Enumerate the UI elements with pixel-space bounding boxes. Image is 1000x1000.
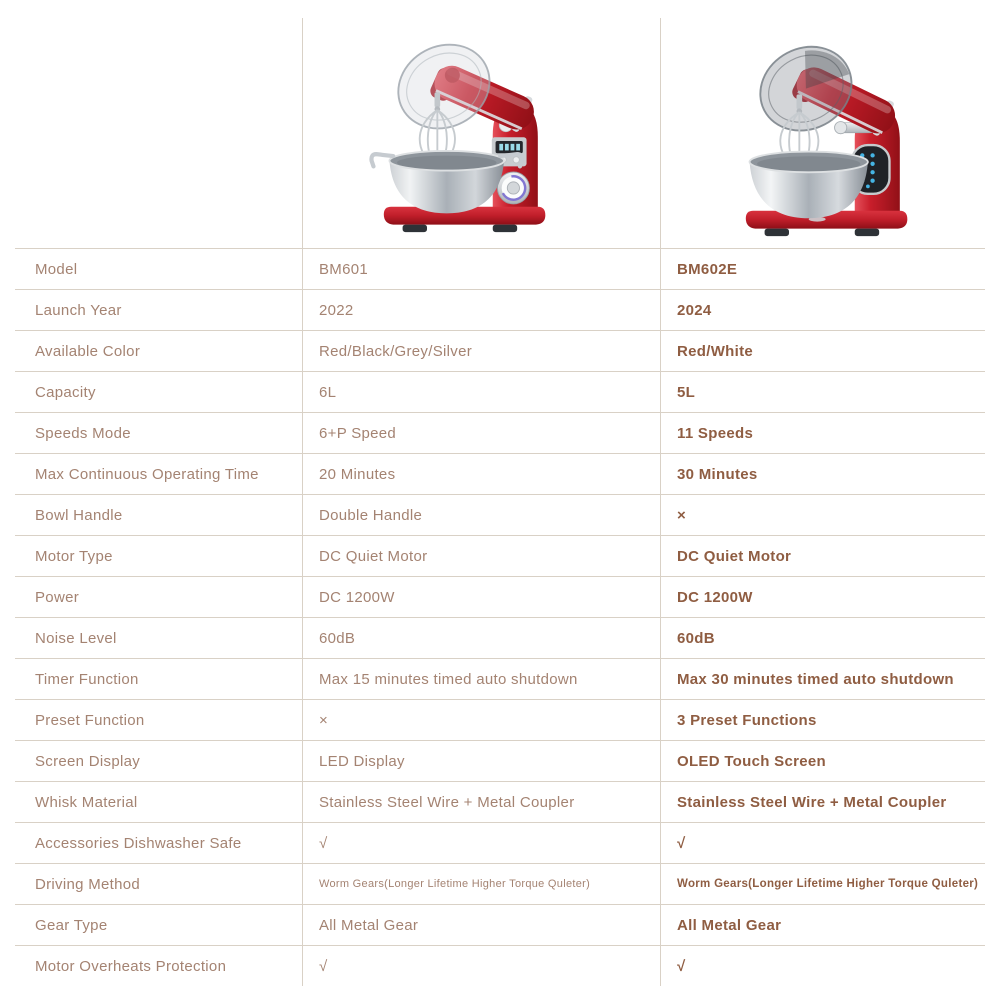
table-row-bowl-handle xyxy=(15,494,985,535)
spec-value-bm602e: BM602E xyxy=(660,249,985,289)
spec-value-bm601: Worm Gears(Longer Lifetime Higher Torque Quleter) xyxy=(302,864,660,904)
table-row-whisk-material xyxy=(15,781,985,822)
table-row-speeds-mode xyxy=(15,412,985,453)
spec-label: Power xyxy=(35,588,80,606)
table-row-screen-display xyxy=(15,740,985,781)
spec-value-bm602e: Max 30 minutes timed auto shutdown xyxy=(660,659,985,699)
spec-value-bm602e: All Metal Gear xyxy=(660,905,985,945)
table-row-launch-year xyxy=(15,289,985,330)
spec-value-bm601: Max 15 minutes timed auto shutdown xyxy=(302,659,660,699)
product-image-bm602e xyxy=(712,14,928,246)
table-row-driving-method xyxy=(15,863,985,904)
stand-mixer-bm602e-icon xyxy=(712,14,928,246)
spec-label: Capacity xyxy=(35,383,96,401)
spec-label: Speeds Mode xyxy=(35,424,131,442)
table-row-motor-type xyxy=(15,535,985,576)
spec-value-bm602e: OLED Touch Screen xyxy=(660,741,985,781)
table-row-gear-type xyxy=(15,904,985,945)
comparison-table xyxy=(15,248,985,986)
spec-value-bm601: Double Handle xyxy=(302,495,660,535)
table-row-noise-level xyxy=(15,617,985,658)
spec-value-bm602e: 5L xyxy=(660,372,985,412)
spec-label: Motor Overheats Protection xyxy=(35,957,227,975)
spec-label: Screen Display xyxy=(35,752,141,770)
spec-label: Whisk Material xyxy=(35,793,138,811)
spec-value-bm601: DC 1200W xyxy=(302,577,660,617)
spec-value-bm602e: 2024 xyxy=(660,290,985,330)
spec-value-bm602e: Red/White xyxy=(660,331,985,371)
spec-label: Accessories Dishwasher Safe xyxy=(35,834,242,852)
table-row-motor-overheats-protection xyxy=(15,945,985,986)
table-row-model xyxy=(15,248,985,289)
table-row-capacity xyxy=(15,371,985,412)
spec-label: Motor Type xyxy=(35,547,113,565)
spec-label: Bowl Handle xyxy=(35,506,123,524)
table-row-available-color xyxy=(15,330,985,371)
table-row-timer-function xyxy=(15,658,985,699)
table-row-preset-function xyxy=(15,699,985,740)
table-row-accessories-dishwasher-safe xyxy=(15,822,985,863)
spec-label: Timer Function xyxy=(35,670,139,688)
spec-value-bm602e: √ xyxy=(660,823,985,863)
product-image-bm601 xyxy=(350,10,566,242)
spec-label: Model xyxy=(35,260,78,278)
spec-value-bm601: 2022 xyxy=(302,290,660,330)
spec-value-bm602e: √ xyxy=(660,946,985,986)
spec-label: Noise Level xyxy=(35,629,117,647)
spec-value-bm602e: DC 1200W xyxy=(660,577,985,617)
spec-value-bm602e: DC Quiet Motor xyxy=(660,536,985,576)
spec-value-bm601: 6+P Speed xyxy=(302,413,660,453)
spec-value-bm601: Stainless Steel Wire + Metal Coupler xyxy=(302,782,660,822)
table-row-max-continuous-operating-time xyxy=(15,453,985,494)
image-column-divider-right xyxy=(660,18,661,248)
spec-value-bm601: Red/Black/Grey/Silver xyxy=(302,331,660,371)
spec-value-bm601: DC Quiet Motor xyxy=(302,536,660,576)
spec-value-bm601: √ xyxy=(302,823,660,863)
table-row-power xyxy=(15,576,985,617)
spec-value-bm601: LED Display xyxy=(302,741,660,781)
spec-label: Available Color xyxy=(35,342,141,360)
spec-value-bm601: 60dB xyxy=(302,618,660,658)
spec-value-bm602e: × xyxy=(660,495,985,535)
stand-mixer-bm601-icon xyxy=(350,10,566,242)
spec-label: Max Continuous Operating Time xyxy=(35,465,259,483)
spec-value-bm602e: 30 Minutes xyxy=(660,454,985,494)
spec-value-bm601: All Metal Gear xyxy=(302,905,660,945)
spec-value-bm602e: Worm Gears(Longer Lifetime Higher Torque Quleter) xyxy=(660,864,985,904)
spec-label: Preset Function xyxy=(35,711,145,729)
spec-value-bm601: 6L xyxy=(302,372,660,412)
spec-value-bm602e: Stainless Steel Wire + Metal Coupler xyxy=(660,782,985,822)
spec-value-bm601: BM601 xyxy=(302,249,660,289)
spec-value-bm601: 20 Minutes xyxy=(302,454,660,494)
spec-value-bm602e: 60dB xyxy=(660,618,985,658)
spec-label: Gear Type xyxy=(35,916,108,934)
spec-value-bm602e: 11 Speeds xyxy=(660,413,985,453)
spec-value-bm601: × xyxy=(302,700,660,740)
spec-label: Launch Year xyxy=(35,301,122,319)
image-column-divider-left xyxy=(302,18,303,248)
spec-value-bm602e: 3 Preset Functions xyxy=(660,700,985,740)
spec-value-bm601: √ xyxy=(302,946,660,986)
spec-label: Driving Method xyxy=(35,875,141,893)
